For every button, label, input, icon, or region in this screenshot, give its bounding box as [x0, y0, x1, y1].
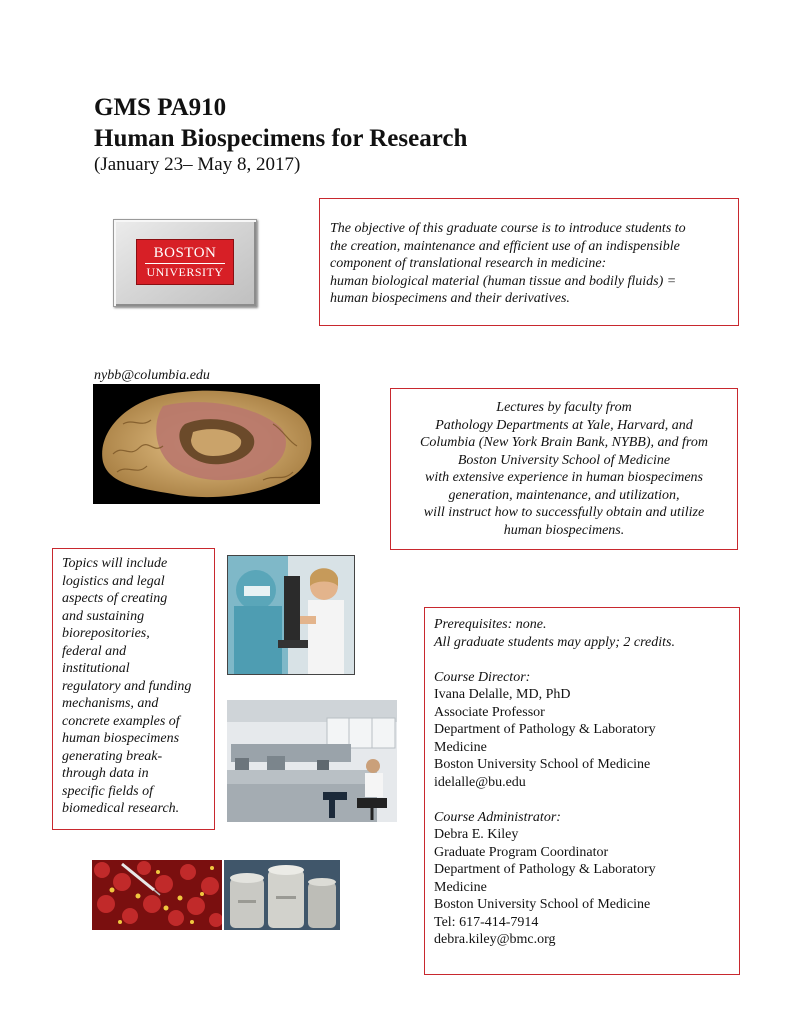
- eligibility-credits: All graduate students may apply; 2 credits.: [434, 634, 675, 650]
- lectures-line: generation, maintenance, and utilization,: [448, 487, 680, 503]
- lab-researcher-photo: [227, 555, 355, 675]
- admin-line: Medicine: [434, 879, 487, 895]
- storage-tanks-image: [224, 860, 340, 930]
- admin-email: debra.kiley@bmc.org: [434, 932, 556, 947]
- logo-line-1: BOSTON: [153, 245, 217, 261]
- topics-line: through data in: [62, 766, 149, 781]
- lectures-line: Columbia (New York Brain Bank, NYBB), and from: [420, 435, 708, 450]
- objective-line: the creation, maintenance and efficient use of an indispensible: [330, 238, 680, 254]
- topics-line: mechanisms, and: [62, 696, 159, 711]
- objective-box: [319, 198, 739, 326]
- laboratory-room-photo: [227, 700, 397, 822]
- lectures-line: Lectures by faculty from: [496, 400, 632, 415]
- topics-box: [52, 548, 215, 830]
- prerequisites: Prerequisites: none.: [434, 617, 547, 632]
- lectures-line: will instruct how to successfully obtain and utilize: [423, 505, 705, 520]
- objective-line: component of translational research in medicine:: [330, 256, 607, 271]
- brain-bank-email: nybb@columbia.edu: [94, 368, 210, 383]
- topics-line: aspects of creating: [62, 591, 168, 606]
- director-line: Boston University School of Medicine: [434, 757, 651, 772]
- topics-line: human biospecimens: [62, 731, 180, 746]
- lectures-line: Pathology Departments at Yale, Harvard, and: [435, 417, 693, 433]
- course-info-box: [424, 607, 740, 975]
- admin-line: Debra E. Kiley: [434, 827, 519, 842]
- director-line: Associate Professor: [434, 704, 545, 720]
- boston-university-logo: [113, 219, 257, 307]
- admin-phone: Tel: 617-414-7914: [434, 914, 539, 930]
- director-line: Medicine: [434, 739, 487, 755]
- lectures-line: human biospecimens.: [503, 522, 625, 538]
- topics-line: federal and: [62, 643, 127, 659]
- topics-line: Topics will include: [62, 556, 168, 571]
- admin-line: Boston University School of Medicine: [434, 897, 651, 912]
- administrator-label: Course Administrator:: [434, 809, 561, 825]
- director-line: Ivana Delalle, MD, PhD: [434, 687, 571, 702]
- topics-line: concrete examples of: [62, 713, 180, 729]
- spacer: [434, 791, 731, 809]
- topics-line: and sustaining: [62, 608, 145, 624]
- objective-line: The objective of this graduate course is to introduce students to: [330, 221, 686, 236]
- lectures-box: [390, 388, 738, 550]
- logo-divider: [145, 263, 225, 264]
- admin-line: Department of Pathology & Laboratory: [434, 862, 656, 877]
- course-code: GMS PA910: [94, 94, 227, 121]
- spacer: [434, 651, 731, 669]
- topics-line: generating break-: [62, 748, 163, 764]
- topics-line: institutional: [62, 661, 130, 676]
- course-dates: (January 23– May 8, 2017): [94, 154, 301, 175]
- topics-line: specific fields of: [62, 783, 153, 799]
- objective-line: human biological material (human tissue and bodily fluids) =: [330, 273, 677, 289]
- director-label: Course Director:: [434, 669, 531, 685]
- objective-line: human biospecimens and their derivatives.: [330, 291, 570, 306]
- course-title: Human Biospecimens for Research: [94, 125, 468, 152]
- topics-line: regulatory and funding: [62, 678, 192, 694]
- brain-specimen-image: [93, 384, 320, 504]
- logo-line-2: UNIVERSITY: [146, 265, 224, 279]
- director-email: idelalle@bu.edu: [434, 774, 526, 790]
- topics-line: logistics and legal: [62, 573, 165, 589]
- admin-line: Graduate Program Coordinator: [434, 844, 609, 860]
- logo-plate: [136, 239, 234, 285]
- blood-cells-image: [92, 860, 222, 930]
- director-line: Department of Pathology & Laboratory: [434, 722, 656, 737]
- topics-line: biomedical research.: [62, 801, 180, 816]
- lectures-line: with extensive experience in human biospecimens: [425, 470, 703, 485]
- topics-line: biorepositories,: [62, 626, 150, 641]
- lectures-line: Boston University School of Medicine: [457, 452, 671, 468]
